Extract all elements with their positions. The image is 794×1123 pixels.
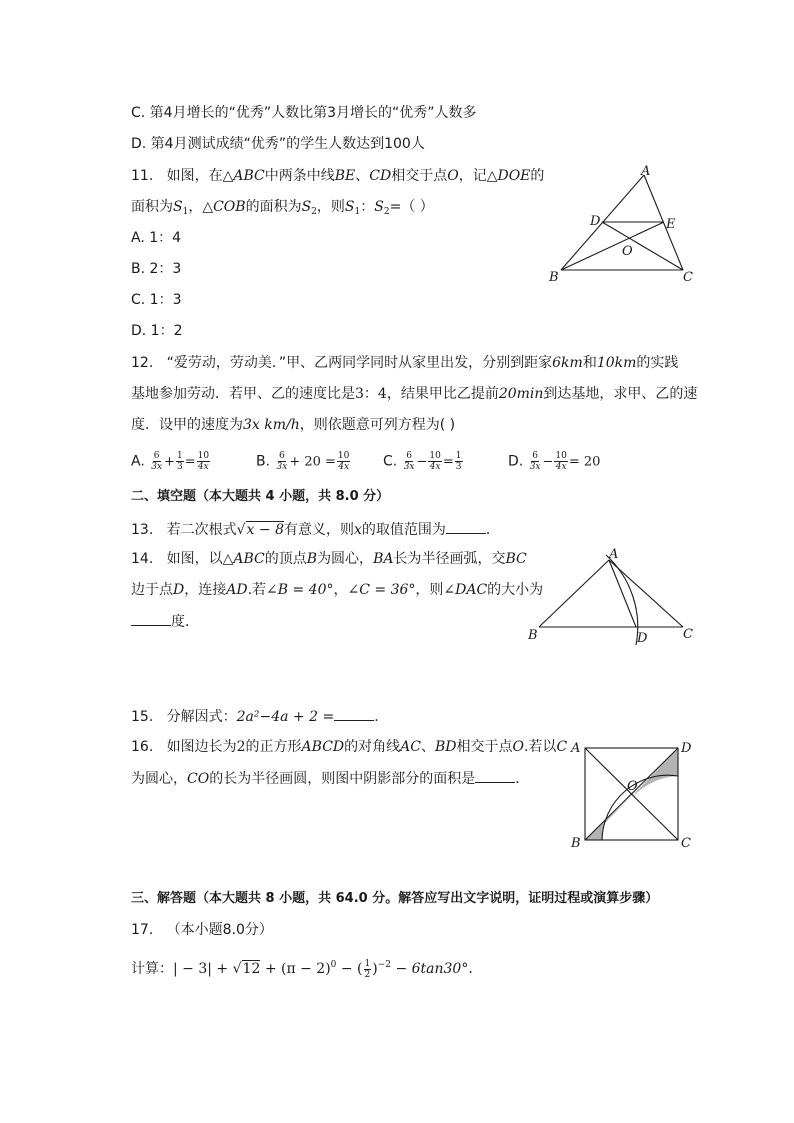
- q12-text: 的实践: [636, 355, 679, 371]
- option-letter: B.: [256, 453, 271, 470]
- numerator: 6: [153, 451, 160, 461]
- option-letter: D.: [508, 453, 524, 470]
- math: 20min: [498, 386, 544, 402]
- q15-number: 15.: [131, 709, 154, 725]
- label-a: A: [609, 547, 619, 562]
- q17-score: （本小题8.0分）: [166, 922, 273, 938]
- q14-text: 的顶点: [264, 551, 307, 567]
- fraction: [150, 451, 163, 472]
- math: ∠DAC: [443, 582, 488, 598]
- label-a: A: [571, 741, 581, 756]
- math: △DOE: [486, 168, 531, 184]
- q16-number: 16.: [131, 739, 154, 755]
- q11-text: 的面积为: [245, 199, 302, 215]
- math: C: [556, 739, 568, 755]
- q12-option-d: [508, 451, 600, 472]
- q14-line-3: [131, 611, 199, 632]
- math: BE: [334, 168, 356, 184]
- q17-text: 计算：: [131, 961, 173, 977]
- q11-line-1: [131, 166, 544, 186]
- operator: =: [184, 454, 196, 470]
- q11-text: 如图，在: [166, 168, 223, 184]
- q14-text: ，: [333, 582, 348, 598]
- denominator: 3x: [151, 462, 163, 472]
- math: B: [306, 551, 318, 567]
- denominator: 4x: [338, 462, 350, 472]
- math: 3x km/h: [243, 417, 300, 433]
- q14-line-2: [131, 580, 543, 600]
- q14-text: 长为半径画弧，交: [393, 551, 506, 567]
- math: 6km: [552, 355, 583, 371]
- label-c: C: [681, 836, 691, 851]
- q12-line-2: [131, 384, 697, 404]
- q13-text: 的取值范围为: [361, 522, 446, 538]
- numerator: 1: [176, 451, 183, 461]
- q17-expression: [131, 955, 482, 980]
- numerator: 1: [455, 451, 462, 461]
- fraction: [337, 451, 350, 472]
- section-3-heading: 三、解答题（本大题共 8 小题，共 64.0 分。解答应写出文字说明，证明过程或演算步骤）: [131, 891, 659, 906]
- fraction: [554, 451, 567, 472]
- q12-text: ，则依题意可列方程为( ): [299, 417, 456, 433]
- denominator: 3x: [276, 462, 288, 472]
- q15-text: 分解因式：: [166, 709, 237, 725]
- denominator: 4x: [429, 462, 441, 472]
- median-be: [561, 222, 664, 270]
- denominator: 4x: [197, 462, 209, 472]
- option-letter: A.: [131, 453, 145, 470]
- numerator: 10: [197, 451, 210, 461]
- math: ∠B = 40°: [266, 582, 334, 598]
- math: 3：4: [355, 386, 387, 402]
- operator: = 20: [568, 454, 601, 470]
- operator: +: [164, 454, 175, 470]
- fraction: [176, 451, 184, 472]
- math: 2: [383, 207, 390, 217]
- denominator: 2: [364, 969, 371, 980]
- q12-line-3: [131, 415, 455, 435]
- q12-line-1: [131, 353, 678, 373]
- math: S: [344, 199, 355, 215]
- math: 10km: [596, 355, 637, 371]
- label-d: D: [590, 214, 601, 229]
- label-d: D: [637, 631, 648, 646]
- q16-text: ．: [515, 771, 530, 787]
- math: S: [301, 199, 312, 215]
- q11-number: 11.: [131, 168, 154, 184]
- label-o: O: [622, 244, 633, 259]
- math: △ABC: [222, 551, 265, 567]
- q16-text: 的长为半径画圆，则图中阴影部分的面积是: [209, 771, 476, 787]
- fraction: [529, 451, 542, 472]
- math: BA: [373, 551, 394, 567]
- denominator: 4x: [555, 462, 567, 472]
- q12-text: ，结果甲比乙提前: [386, 386, 499, 402]
- q11-text: 相交于点: [391, 168, 448, 184]
- exponent: −2: [377, 960, 391, 970]
- q11-option-d: D. 1：2: [131, 323, 183, 339]
- q16-line-2: [131, 768, 529, 789]
- label-o: O: [627, 779, 638, 794]
- math: x: [353, 522, 362, 538]
- q16-text: 相交于点: [456, 739, 513, 755]
- math: D: [173, 582, 185, 598]
- math: − 6tan30°: [395, 961, 469, 977]
- math: O: [512, 739, 524, 755]
- q13-text: 有意义，则: [283, 522, 354, 538]
- q16-text: .若以: [523, 739, 557, 755]
- math: | − 3| +: [173, 961, 229, 977]
- q15-text: ．: [374, 709, 389, 725]
- math: BD: [434, 739, 457, 755]
- q11-text: ，: [188, 199, 203, 215]
- q14-text: 边于点: [131, 582, 173, 598]
- numerator: 10: [429, 451, 441, 461]
- math: △ABC: [222, 168, 265, 184]
- q16-text: 的正方形: [245, 739, 302, 755]
- q14-text: 度．: [171, 614, 199, 630]
- q17-number: 17.: [131, 922, 154, 938]
- q16-text: 如图边长为: [166, 739, 237, 755]
- q12-text: 度．设甲的速度为: [131, 417, 243, 433]
- math: ): [372, 961, 378, 977]
- q12-text: 基地参加劳动．若甲、乙的速度比是: [131, 386, 355, 402]
- sqrt-sign: √: [232, 961, 242, 977]
- q11-option-c: C. 1：3: [131, 292, 182, 308]
- exponent: 0: [330, 960, 337, 970]
- answer-blank[interactable]: [334, 706, 374, 721]
- numerator: 6: [279, 451, 285, 461]
- q11-option-b: B. 2：3: [131, 261, 182, 277]
- denominator: 3: [455, 462, 462, 472]
- sqrt-sign: √: [236, 522, 246, 538]
- numerator: 10: [337, 451, 350, 461]
- math: O: [447, 168, 459, 184]
- label-e: E: [666, 217, 676, 232]
- q13-text: ．: [485, 522, 500, 538]
- radicand: 12: [242, 961, 261, 977]
- math: + (π − 2): [264, 961, 331, 977]
- fraction: [428, 451, 441, 472]
- math: CO: [187, 771, 210, 787]
- fraction: [364, 959, 372, 980]
- side-ab: [539, 560, 609, 627]
- math: 2a²−4a + 2 =: [236, 709, 335, 725]
- numerator: 1: [364, 958, 371, 969]
- q13: [131, 519, 500, 540]
- option-letter: C.: [383, 453, 398, 470]
- q10-option-c: C. 第4月增长的“优秀”人数比第3月增长的“优秀”人数多: [131, 105, 477, 121]
- label-c: C: [683, 270, 693, 285]
- denominator: 3x: [529, 462, 541, 472]
- q11-text: ，记: [458, 168, 487, 184]
- math: AC: [400, 739, 421, 755]
- q14-number: 14.: [131, 551, 154, 567]
- math: CD: [369, 168, 392, 184]
- q12-option-c: [383, 451, 464, 472]
- fraction: [276, 451, 289, 472]
- q14-text: ，连接: [184, 582, 227, 598]
- label-c: C: [683, 627, 693, 642]
- q12-text: 到达基地，求甲、乙的速: [543, 386, 698, 402]
- math: 1: [354, 207, 361, 217]
- q14-triangle-figure: [520, 545, 700, 650]
- q16-text: 、: [420, 739, 435, 755]
- q11-text: 中两条中线: [264, 168, 335, 184]
- radicand: x − 8: [246, 522, 284, 538]
- q15: [131, 706, 388, 727]
- math: S: [173, 199, 183, 215]
- q11-text: ，则: [316, 199, 345, 215]
- math: ABCD: [301, 739, 345, 755]
- q11-option-a: A. 1：4: [131, 230, 182, 246]
- math: 1: [182, 207, 189, 217]
- q14-text: ，则: [415, 582, 444, 598]
- math: S: [374, 199, 384, 215]
- numerator: 10: [555, 451, 567, 461]
- math: 2: [311, 207, 317, 217]
- q11-triangle-figure: [545, 160, 705, 290]
- q11-text: =（ ）: [389, 199, 434, 215]
- operator: −: [542, 454, 554, 470]
- denominator: 3: [176, 462, 183, 472]
- q16-line-1: [131, 737, 567, 757]
- operator: + 20 =: [289, 454, 336, 470]
- q11-text: 、: [355, 168, 370, 184]
- numerator: 6: [406, 451, 412, 461]
- label-a: A: [641, 164, 651, 179]
- math: 2: [236, 739, 246, 755]
- label-b: B: [571, 836, 581, 851]
- q12-text: 和: [582, 355, 597, 371]
- q14-line-1: [131, 549, 527, 569]
- q17-header: [131, 920, 273, 940]
- q12-text: “爱劳动，劳动美．”甲、乙两同学同时从家里出发，分别到距家: [166, 355, 553, 371]
- fraction: [403, 451, 416, 472]
- section-2-heading: 二、填空题（本大题共 4 小题，共 8.0 分）: [131, 489, 390, 504]
- q12-option-b: [256, 451, 351, 472]
- operator: −: [416, 454, 428, 470]
- q16-text: 的对角线: [344, 739, 401, 755]
- math: AD: [226, 582, 248, 598]
- math: ∠C = 36°: [347, 582, 416, 598]
- denominator: 3x: [403, 462, 415, 472]
- math: − (: [340, 961, 363, 977]
- label-b: B: [528, 628, 538, 643]
- q12-option-a: [131, 451, 211, 472]
- answer-blank[interactable]: [446, 519, 486, 534]
- q16-text: 为圆心，: [131, 771, 187, 787]
- fraction: [197, 451, 210, 472]
- q10-option-d: D. 第4月测试成绩“优秀”的学生人数达到100人: [131, 136, 425, 152]
- arc: [606, 555, 638, 645]
- q14-text: 如图，以: [166, 551, 223, 567]
- fraction: [455, 451, 463, 472]
- math: BC: [505, 551, 527, 567]
- q17-text: ．: [468, 961, 483, 977]
- q14-text: 为圆心，: [317, 551, 374, 567]
- answer-blank[interactable]: [475, 768, 515, 783]
- math: △COB: [202, 199, 246, 215]
- q16-square-figure: [565, 735, 700, 855]
- label-b: B: [549, 270, 559, 285]
- q12-number: 12.: [131, 355, 154, 371]
- q11-text: ：: [360, 199, 375, 215]
- label-d: D: [681, 741, 692, 756]
- operator: =: [442, 454, 454, 470]
- q13-number: 13.: [131, 522, 154, 538]
- q11-text: 的: [530, 168, 545, 184]
- q14-text: 的大小为: [487, 582, 544, 598]
- q14-text: .若: [247, 582, 267, 598]
- q11-text: 面积为: [131, 199, 173, 215]
- answer-blank[interactable]: [131, 611, 171, 626]
- numerator: 6: [532, 451, 538, 461]
- q11-line-2: [131, 197, 434, 222]
- q13-text: 若二次根式: [166, 522, 237, 538]
